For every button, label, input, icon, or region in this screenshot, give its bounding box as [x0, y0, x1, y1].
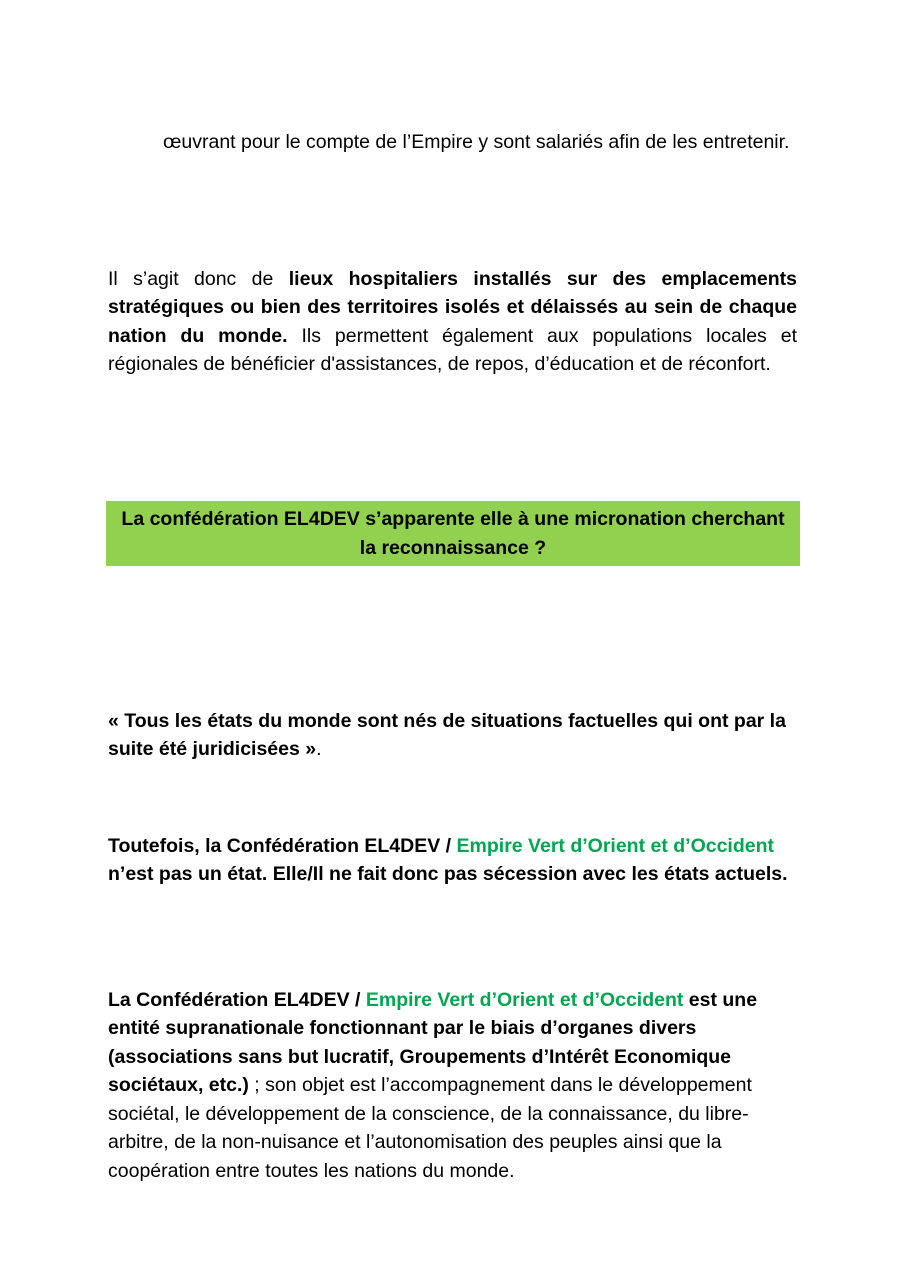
section-heading-banner	[106, 501, 800, 566]
closing-tail-text: ; son objet est l’accompagnement dans le développement sociétal, le développement de la conscience, de la connaissance, du libre-arbitre, de la non-nuisance et l’autonomisation des peuples ainsi que la coopération entre toutes les nations du monde.	[108, 1074, 752, 1182]
banner-heading-text: La confédération EL4DEV s’apparente elle à une micronation cherchant la reconnaissance ?	[121, 507, 785, 559]
paragraph-hospital-places	[108, 265, 797, 379]
paragraph-lead-text: Il s’agit donc de	[108, 267, 289, 290]
paragraph-bold-emphasis: lieux hospitaliers installés sur des emplacements stratégiques ou bien des territoires isolés et délaissés au sein de chaque nation du monde.	[108, 267, 797, 347]
paragraph-supranational-entity	[108, 986, 798, 1186]
closing-part-one: La Confédération EL4DEV /	[108, 988, 366, 1011]
paragraph-tail-text: Ils permettent également aux populations locales et régionales de bénéficier d'assistances, de repos, d’éducation et de réconfort.	[108, 324, 798, 375]
statement-part-two: n’est pas un état. Elle/Il ne fait donc pas sécession avec les états actuels.	[108, 863, 788, 885]
paragraph-not-a-state	[108, 832, 798, 889]
statement-green-entity-name: Empire Vert d’Orient et d’Occident	[456, 834, 775, 857]
closing-part-two: est une entité supranationale fonctionnant par le biais d’organes divers (associations sans but lucratif, Groupements d’Intérêt Economique sociétaux, etc.)	[108, 988, 758, 1096]
statement-part-one: Toutefois, la Confédération EL4DEV /	[108, 834, 457, 857]
closing-green-entity-name: Empire Vert d’Orient et d’Occident	[365, 988, 684, 1011]
paragraph-quote	[108, 707, 798, 764]
quote-text: « Tous les états du monde sont nés de situations factuelles qui ont par la suite été juridicisées »	[108, 709, 786, 760]
quote-period: .	[316, 738, 322, 760]
paragraph-intro: œuvrant pour le compte de l’Empire y sont salariés afin de les entretenir.	[163, 130, 790, 153]
